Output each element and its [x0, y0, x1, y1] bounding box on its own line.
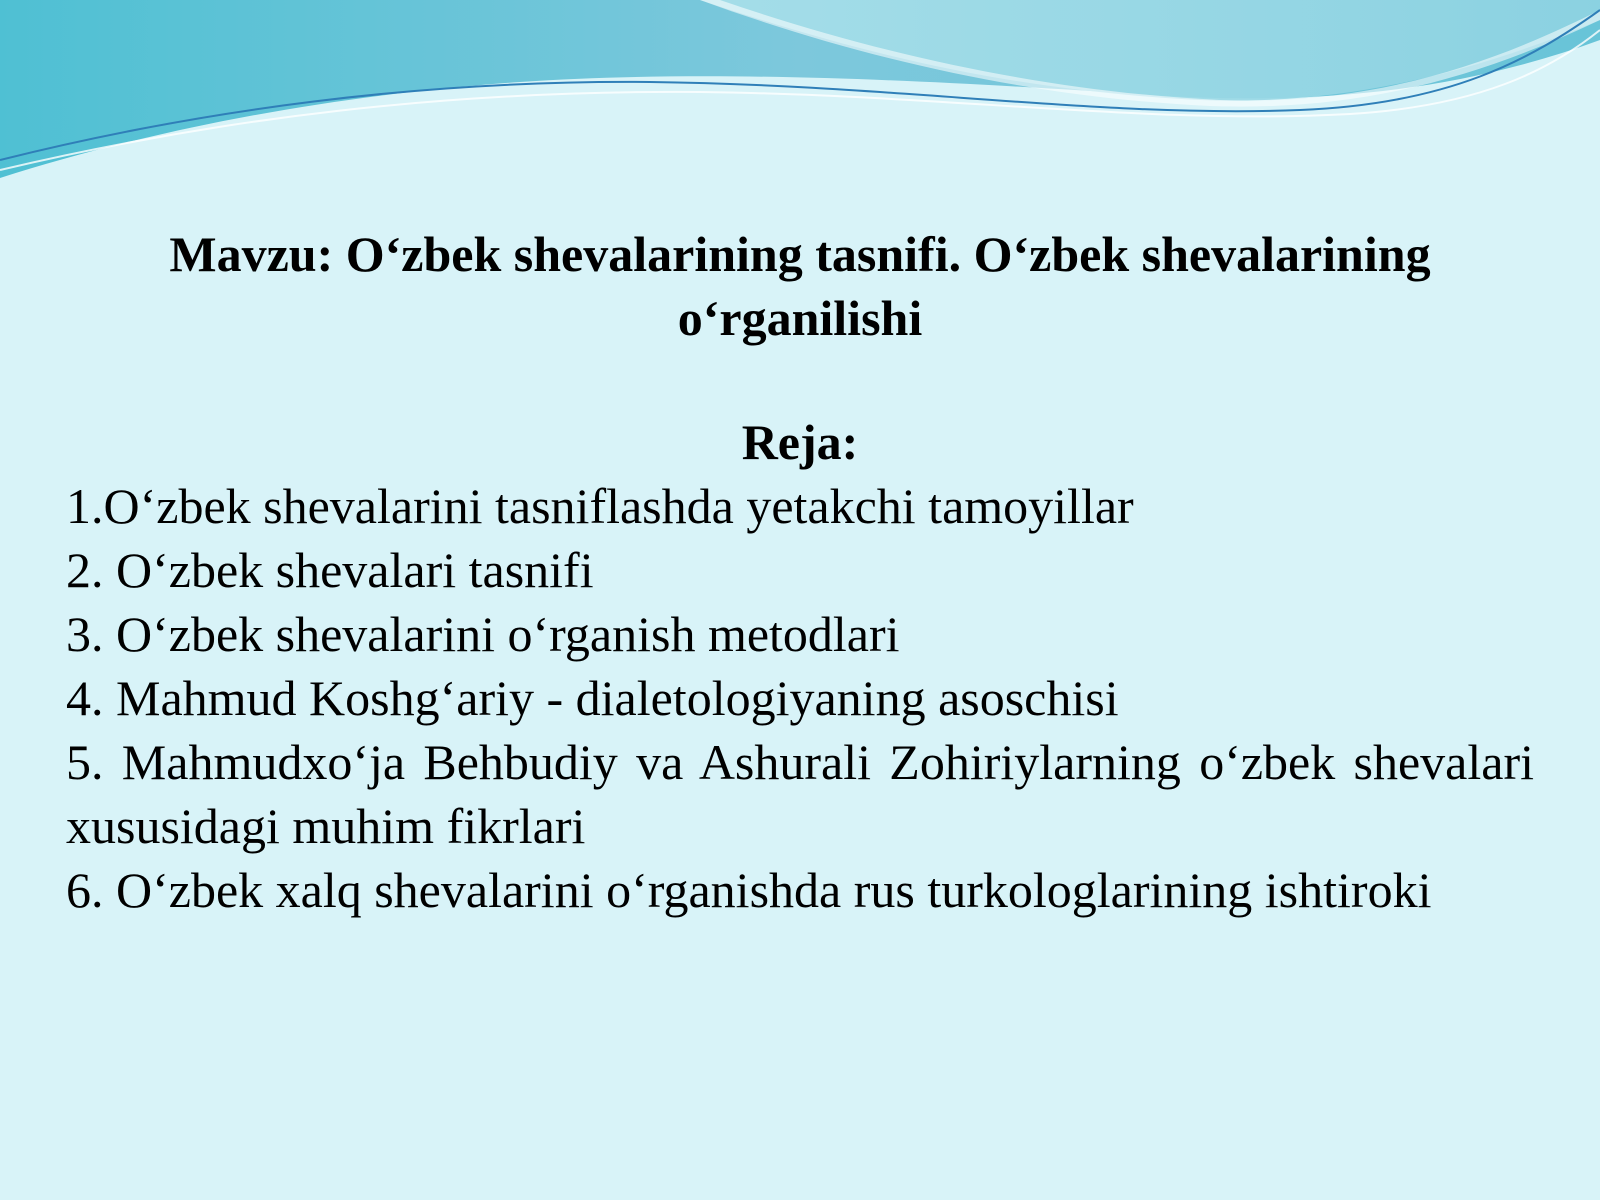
plan-heading: Reja: — [741, 414, 859, 470]
plan-item: 5. Mahmudxo‘ja Behbudiy va Ashurali Zohiriylarning o‘zbek shevalari xususidagi muhim fikrlari — [66, 734, 1534, 854]
plan-item: 1.O‘zbek shevalarini tasniflashda yetakchi tamoyillar — [66, 478, 1134, 534]
plan-item: 4. Mahmud Koshg‘ariy - dialetologiyaning asoschisi — [66, 670, 1119, 726]
plan-item: 3. O‘zbek shevalarini o‘rganish metodlari — [66, 606, 900, 662]
slide-title: Mavzu: O‘zbek shevalarining tasnifi. O‘zbek shevalarining o‘rganilishi — [169, 226, 1431, 346]
plan-item: 6. O‘zbek xalq shevalarini o‘rganishda rus turkologlarining ishtiroki — [66, 862, 1432, 918]
wave-header-decoration — [0, 0, 1600, 200]
plan-item: 2. O‘zbek shevalari tasnifi — [66, 542, 594, 598]
plan-list — [66, 474, 1534, 922]
